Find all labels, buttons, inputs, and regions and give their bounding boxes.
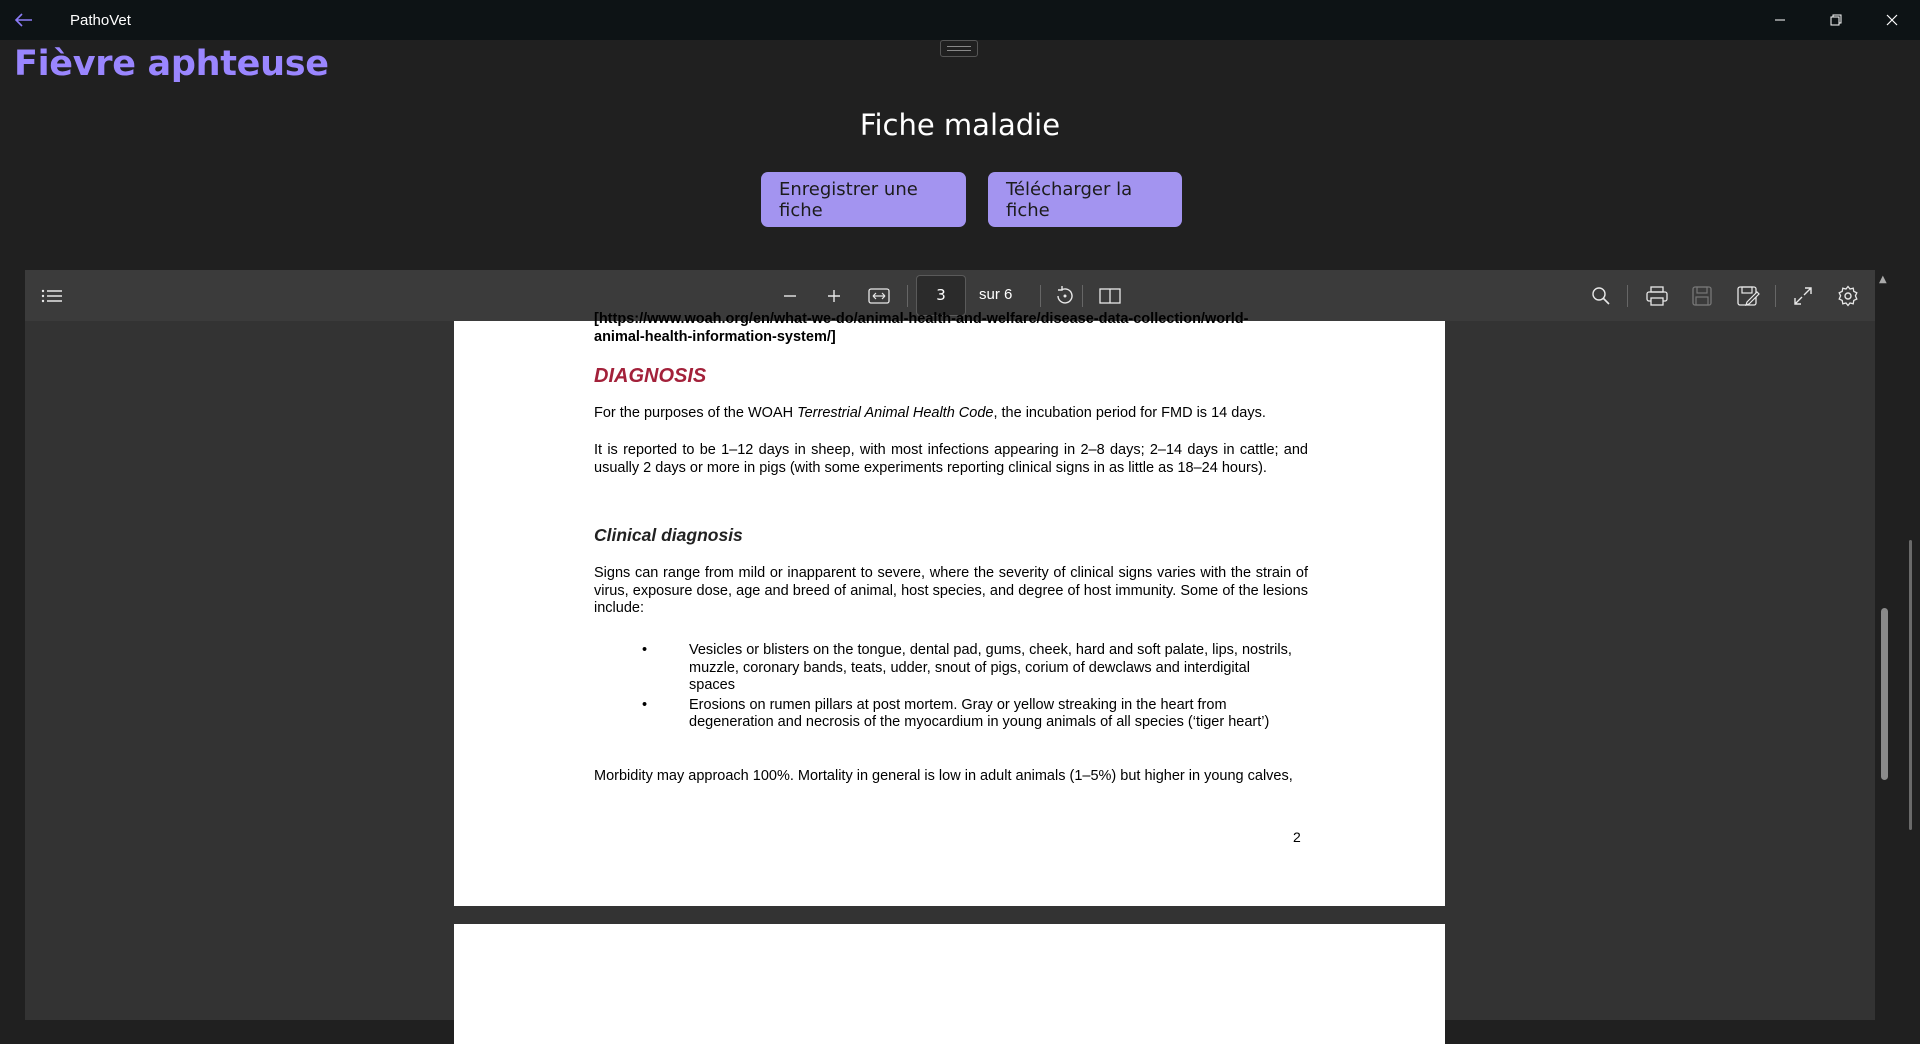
pdf-scrollbar[interactable]: [1875, 270, 1893, 1020]
reported-paragraph: It is reported to be 1–12 days in sheep, with most infections appearing in 2–8 days; 2–14 days in cattle; and usually 2 days or more in pigs (with some experiments reporting clinical signs in as little as 18–24 hours).: [594, 442, 1308, 476]
fit-width-icon[interactable]: [866, 283, 892, 309]
url-line: [https://www.woah.org/en/what-we-do/animal-health-and-welfare/disease-data-collection/world-: [594, 311, 1249, 327]
save-icon[interactable]: [1689, 283, 1715, 309]
scroll-thumb[interactable]: [1881, 608, 1888, 780]
signs-paragraph: Signs can range from mild or inapparent to severe, where the severity of clinical signs varies with the strain of virus, exposure dose, age and breed of animal, host species, and degree of host immunity. Some of the lesions include:: [594, 565, 1308, 616]
save-as-icon[interactable]: [1735, 283, 1761, 309]
url-line: animal-health-information-system/]: [594, 328, 836, 345]
restore-button[interactable]: [1808, 0, 1864, 40]
pdf-viewer[interactable]: [25, 270, 1875, 1020]
diagnosis-heading: DIAGNOSIS: [594, 365, 707, 387]
clinical-diagnosis-heading: Clinical diagnosis: [594, 525, 743, 545]
settings-icon[interactable]: [1835, 283, 1861, 309]
page-number: 2: [1293, 829, 1301, 845]
close-icon: [1886, 14, 1898, 26]
back-button[interactable]: [0, 0, 48, 40]
app-title: PathoVet: [70, 11, 131, 29]
minimize-icon: [1774, 14, 1786, 26]
pdf-next-page: [454, 924, 1445, 1044]
scroll-up-icon[interactable]: ▲: [1879, 274, 1887, 285]
outline-icon[interactable]: [39, 283, 65, 309]
zoom-in-icon[interactable]: [821, 283, 847, 309]
page-number-input[interactable]: 3: [916, 275, 966, 316]
url-reference: [594, 311, 1308, 346]
fullscreen-icon[interactable]: [1790, 283, 1816, 309]
section-title: Fiche maladie: [859, 108, 1061, 142]
save-sheet-button[interactable]: Enregistrer une fiche: [761, 172, 966, 227]
minimize-button[interactable]: [1752, 0, 1808, 40]
restore-icon: [1830, 14, 1842, 26]
incubation-paragraph: For the purposes of the WOAH Terrestrial Animal Health Code, the incubation period for FMD is 14 days.: [594, 405, 1266, 421]
zoom-out-icon[interactable]: [777, 283, 803, 309]
page-view-icon[interactable]: [1097, 283, 1123, 309]
pdf-page: [454, 311, 1445, 906]
drag-handle-icon[interactable]: [940, 40, 978, 57]
lesions-list: [642, 642, 1292, 734]
arrow-left-icon: [15, 13, 33, 27]
download-sheet-button[interactable]: Télécharger la fiche: [988, 172, 1182, 227]
morbidity-paragraph: Morbidity may approach 100%. Mortality in general is low in adult animals (1–5%) but higher in young calves,: [594, 768, 1293, 784]
list-item: • Vesicles or blisters on the tongue, dental pad, gums, cheek, hard and soft palate, lips, nostrils, muzzle, coronary bands, teats, udder, snout of pigs, corium of dewclaws and interdigital spaces: [642, 642, 1292, 695]
rotate-icon[interactable]: [1052, 283, 1078, 309]
close-button[interactable]: [1864, 0, 1920, 40]
list-item: • Erosions on rumen pillars at post mortem. Gray or yellow streaking in the heart from degeneration and necrosis of the myocardium in young animals of all species (‘tiger heart’): [642, 697, 1292, 732]
page-total-label: sur 6: [979, 286, 1013, 303]
page-title: Fièvre aphteuse: [14, 44, 329, 84]
search-icon[interactable]: [1588, 283, 1614, 309]
print-icon[interactable]: [1644, 283, 1670, 309]
page-scrollbar[interactable]: [1909, 540, 1912, 830]
title-bar: [0, 0, 1920, 40]
